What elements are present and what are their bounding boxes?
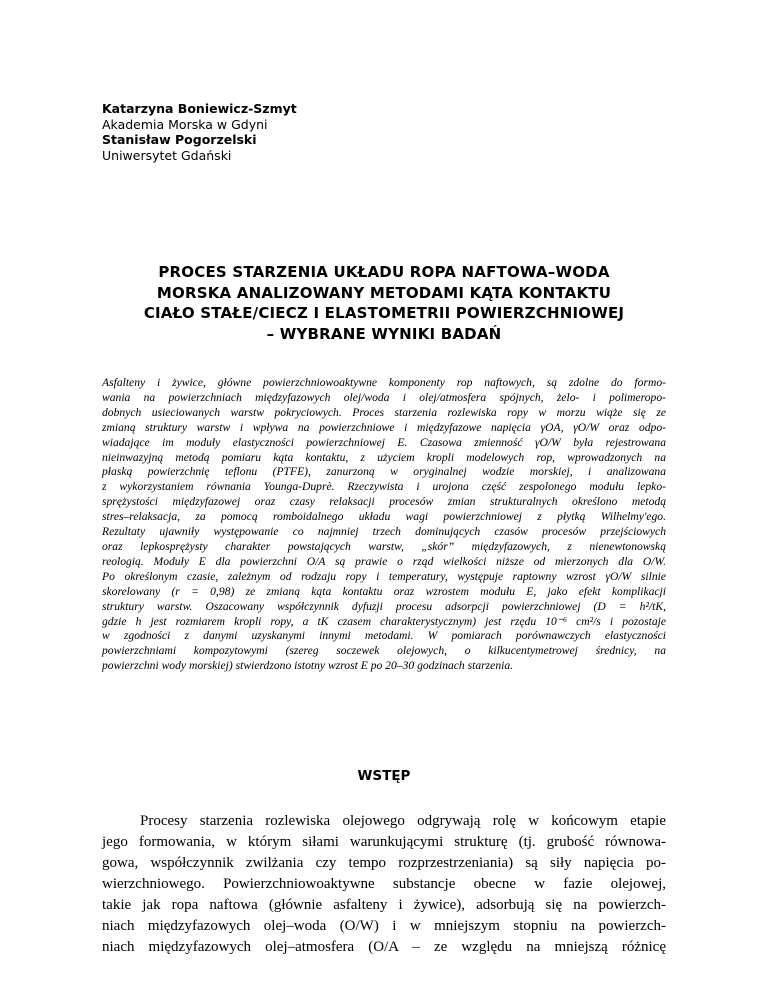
- title-line: MORSKA ANALIZOWANY METODAMI KĄTA KONTAKTU: [156, 283, 612, 302]
- author-name: Stanisław Pogorzelski: [102, 132, 257, 147]
- abstract-line: z wykorzystaniem równania Younga-Duprè. Rzeczywista i urojona część zespolonego modułu lepko-: [102, 480, 666, 494]
- abstract-line: Po określonym czasie, zależnym od rodzaju ropy i temperatury, występuje raptowny wzrost γO/W silnie: [102, 569, 666, 583]
- abstract-line: Rezultaty ujawniły występowanie co najmniej trzech dominujących czasów procesów przejściowych: [102, 525, 666, 539]
- author-block: [102, 101, 662, 163]
- abstract-line: gdzie h jest rozmiarem kropli ropy, a tK czasem charakterystycznym) jest rzędu 10⁻⁶ cm²/s i pozostaje: [102, 614, 666, 628]
- author-affiliation: Akademia Morska w Gdyni: [102, 116, 268, 132]
- abstract-line: płaską powierzchnię teflonu (PTFE), zanurzoną w oryginalnej wodzie morskiej, i analizowana: [102, 465, 666, 479]
- abstract-line: w zgodności z danymi uzyskanymi innymi metodami. W pomiarach porównawczych elastyczności: [102, 629, 666, 643]
- body-line: niach międzyfazowych olej–woda (O/W) i w mniejszym stopniu na powierzch-: [102, 918, 666, 934]
- abstract-line: nieinwazyjną metodą pomiaru kąta kontaktu, z użyciem kropli modelowych rop, wprowadzonych na: [102, 450, 666, 464]
- body-line: takie jak ropa naftowa (głównie asfalteny i żywice), adsorbują się na powierzch-: [102, 897, 666, 913]
- abstract-line: wania na powierzchniach międzyfazowych olej/woda i olej/atmosfera spójnych, żelo- i polimeropo-: [102, 390, 666, 404]
- title-line: – WYBRANE WYNIKI BADAŃ: [266, 324, 502, 343]
- body-line: Procesy starzenia rozlewiska olejowego odgrywają rolę w końcowym etapie: [140, 813, 666, 829]
- body-line: wierzchniowego. Powierzchniowoaktywne substancje obecne w fazie olejowej,: [102, 876, 666, 892]
- abstract-line: wiadające im moduły elastyczności powierzchniowej E. Czasowa zmienność γO/W była rejestrowana: [102, 435, 666, 449]
- abstract-line: zmianą struktury warstw i wpływa na powierzchniowe i międzyfazowe napięcia γOA, γO/W oraz odpo-: [102, 420, 666, 434]
- author-affiliation: Uniwersytet Gdański: [102, 147, 232, 163]
- paper-title: [102, 262, 666, 344]
- abstract-line: powierzchniami kompozytowymi (szereg soczewek olejowych, o kilkucentymetrowej średnicy, na: [102, 644, 666, 658]
- body-line: niach międzyfazowych olej–atmosfera (O/A – ze względu na mniejszą różnicę: [102, 939, 666, 955]
- abstract-line: dobnych usieciowanych warstw pokryciowych. Proces starzenia rozlewiska ropy w morzu wiąże się ze: [102, 405, 666, 419]
- intro-paragraph: [102, 811, 666, 958]
- abstract-line: struktury warstw. Oszacowany współczynnik dyfuzji procesu adsorpcji powierzchniowej (D = h²/tK,: [102, 599, 666, 613]
- abstract-line: reologią. Moduły E dla powierzchni O/A są prawie o rząd wielkości niższe od mierzonych dla O/W.: [102, 554, 666, 568]
- abstract: [102, 376, 666, 674]
- abstract-line: stres–relaksacja, za pomocą romboidalnego układu wagi powierzchniowej z płytką Wilhelmy'ego.: [102, 510, 666, 524]
- section-heading: WSTĘP: [357, 768, 411, 784]
- author-name: Katarzyna Boniewicz-Szmyt: [102, 101, 297, 116]
- title-line: PROCES STARZENIA UKŁADU ROPA NAFTOWA–WODA: [158, 263, 610, 281]
- body-line: gowa, współczynnik zwilżania czy tempo rozprzestrzeniania) są siły napięcia po-: [102, 855, 666, 871]
- abstract-line: powierzchni wody morskiej) stwierdzono istotny wzrost E po 20–30 godzinach starzenia.: [102, 659, 514, 673]
- title-line: CIAŁO STAŁE/CIECZ I ELASTOMETRII POWIERZCHNIOWEJ: [143, 304, 625, 322]
- abstract-line: oraz lepkosprężysty charakter powstających warstw, „skór” międzyfazowych, z nienewtonowską: [102, 539, 666, 553]
- abstract-line: sprężystości międzyfazowej oraz czasy relaksacji procesów zmian strukturalnych określono metodą: [102, 495, 666, 509]
- body-line: jego formowania, w którym siłami warunkującymi strukturę (tj. grubość równowa-: [102, 834, 666, 850]
- abstract-line: skorelowany (r = 0,98) ze zmianą kąta kontaktu oraz wzrostem modułu E, jako efekt komplikacji: [102, 584, 666, 598]
- abstract-line: Asfalteny i żywice, główne powierzchniowoaktywne komponenty rop naftowych, są zdolne do formo-: [102, 376, 666, 389]
